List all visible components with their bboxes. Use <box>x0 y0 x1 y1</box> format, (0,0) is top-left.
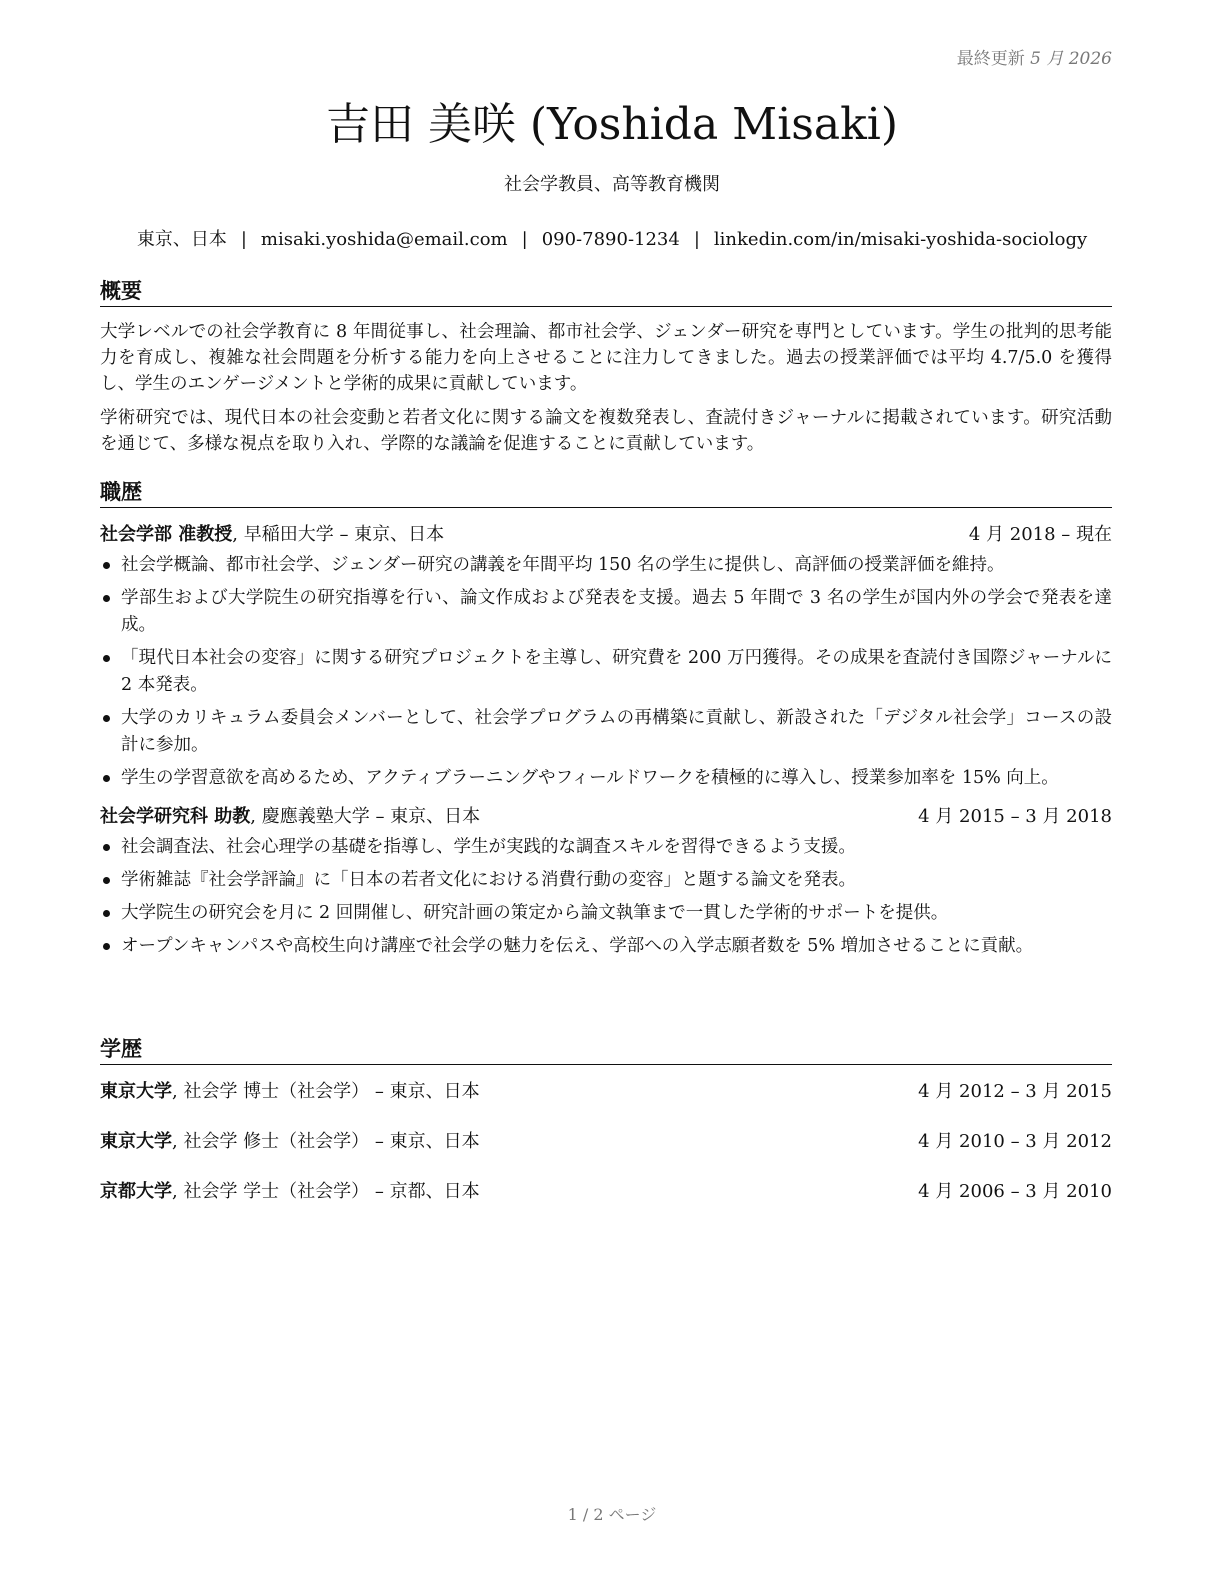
last-updated <box>957 44 1112 69</box>
education-dates: 4 月 2012 – 3 月 2015 <box>918 1081 1112 1102</box>
education-entry <box>100 1129 1112 1155</box>
job-bullets <box>100 552 1112 792</box>
experience-title: 職歴 <box>100 479 1112 508</box>
education-dates: 4 月 2010 – 3 月 2012 <box>918 1131 1112 1152</box>
contact-phone[interactable]: 090-7890-1234 <box>541 229 680 250</box>
education-school: 東京大学 <box>100 1081 172 1102</box>
education-detail: , 社会学 修士（社会学） – 東京、日本 <box>172 1131 480 1152</box>
job-bullets <box>100 834 1112 960</box>
job-entry <box>100 522 1112 792</box>
last-updated-label: 最終更新 <box>956 49 1025 69</box>
education-detail: , 社会学 学士（社会学） – 京都、日本 <box>172 1181 480 1202</box>
summary-section <box>100 278 1112 457</box>
job-bullet: 大学のカリキュラム委員会メンバーとして、社会学プログラムの再構築に貢献し、新設された「デジタル社会学」コースの設計に参加。 <box>100 705 1112 759</box>
contact-separator: | <box>693 229 700 250</box>
education-dates: 4 月 2006 – 3 月 2010 <box>918 1181 1112 1202</box>
job-bullet: 社会調査法、社会心理学の基礎を指導し、学生が実践的な調査スキルを習得できるよう支援。 <box>100 834 1112 861</box>
education-entry <box>100 1079 1112 1105</box>
education-section <box>100 1036 1112 1205</box>
summary-paragraph: 学術研究では、現代日本の社会変動と若者文化に関する論文を複数発表し、査読付きジャーナルに掲載されています。研究活動を通じて、多様な視点を取り入れ、学際的な議論を促進することに貢献しています。 <box>100 408 1112 454</box>
last-updated-date: 5 月 2026 <box>1030 49 1112 69</box>
job-bullet: 学部生および大学院生の研究指導を行い、論文作成および発表を支援。過去 5 年間で 3 名の学生が国内外の学会で発表を達成。 <box>100 585 1112 639</box>
job-bullet: 学生の学習意欲を高めるため、アクティブラーニングやフィールドワークを積極的に導入し、授業参加率を 15% 向上。 <box>100 765 1112 792</box>
job-role: 社会学部 准教授 <box>100 524 233 545</box>
job-bullet: 学術雑誌『社会学評論』に「日本の若者文化における消費行動の変容」と題する論文を発表。 <box>100 867 1112 894</box>
job-header <box>100 804 1112 830</box>
job-bullet: 「現代日本社会の変容」に関する研究プロジェクトを主導し、研究費を 200 万円獲得。その成果を査読付き国際ジャーナルに 2 本発表。 <box>100 645 1112 699</box>
experience-section <box>100 479 1112 966</box>
contact-separator: | <box>521 229 528 250</box>
contact-linkedin[interactable]: linkedin.com/in/misaki-yoshida-sociology <box>713 229 1088 250</box>
contact-email[interactable]: misaki.yoshida@email.com <box>260 229 508 250</box>
contact-location: 東京、日本 <box>136 229 227 250</box>
education-entry <box>100 1179 1112 1205</box>
job-dates: 4 月 2015 – 3 月 2018 <box>918 806 1112 827</box>
job-organization: , 早稲田大学 – 東京、日本 <box>232 524 445 545</box>
candidate-subtitle: 社会学教員、高等教育機関 <box>504 174 720 195</box>
job-dates: 4 月 2018 – 現在 <box>968 524 1112 545</box>
education-school: 京都大学 <box>100 1181 172 1202</box>
contact-line <box>0 225 1224 251</box>
job-entry <box>100 804 1112 960</box>
education-school: 東京大学 <box>100 1131 172 1152</box>
education-detail: , 社会学 博士（社会学） – 東京、日本 <box>172 1081 480 1102</box>
candidate-name: 吉田 美咲 (Yoshida Misaki) <box>325 99 899 150</box>
job-bullet: 大学院生の研究会を月に 2 回開催し、研究計画の策定から論文執筆まで一貫した学術的サポートを提供。 <box>100 900 1112 927</box>
job-role: 社会学研究科 助教 <box>100 806 251 827</box>
job-organization: , 慶應義塾大学 – 東京、日本 <box>250 806 481 827</box>
job-bullet: 社会学概論、都市社会学、ジェンダー研究の講義を年間平均 150 名の学生に提供し、高評価の授業評価を維持。 <box>100 552 1112 579</box>
summary-paragraph: 大学レベルでの社会学教育に 8 年間従事し、社会理論、都市社会学、ジェンダー研究を専門としています。学生の批判的思考能力を育成し、複雑な社会問題を分析する能力を向上させることに注力してきました。過去の授業評価では平均 4.7/5.0 を獲得し、学生のエンゲージメントと学術的成果に貢献しています。 <box>100 322 1112 394</box>
education-title: 学歴 <box>100 1036 1112 1065</box>
job-header <box>100 522 1112 548</box>
job-bullet: オープンキャンパスや高校生向け講座で社会学の魅力を伝え、学部への入学志願者数を 5% 増加させることに貢献。 <box>100 933 1112 960</box>
page-number: 1 / 2 ページ <box>567 1505 657 1524</box>
contact-separator: | <box>240 229 247 250</box>
summary-title: 概要 <box>100 278 1112 307</box>
